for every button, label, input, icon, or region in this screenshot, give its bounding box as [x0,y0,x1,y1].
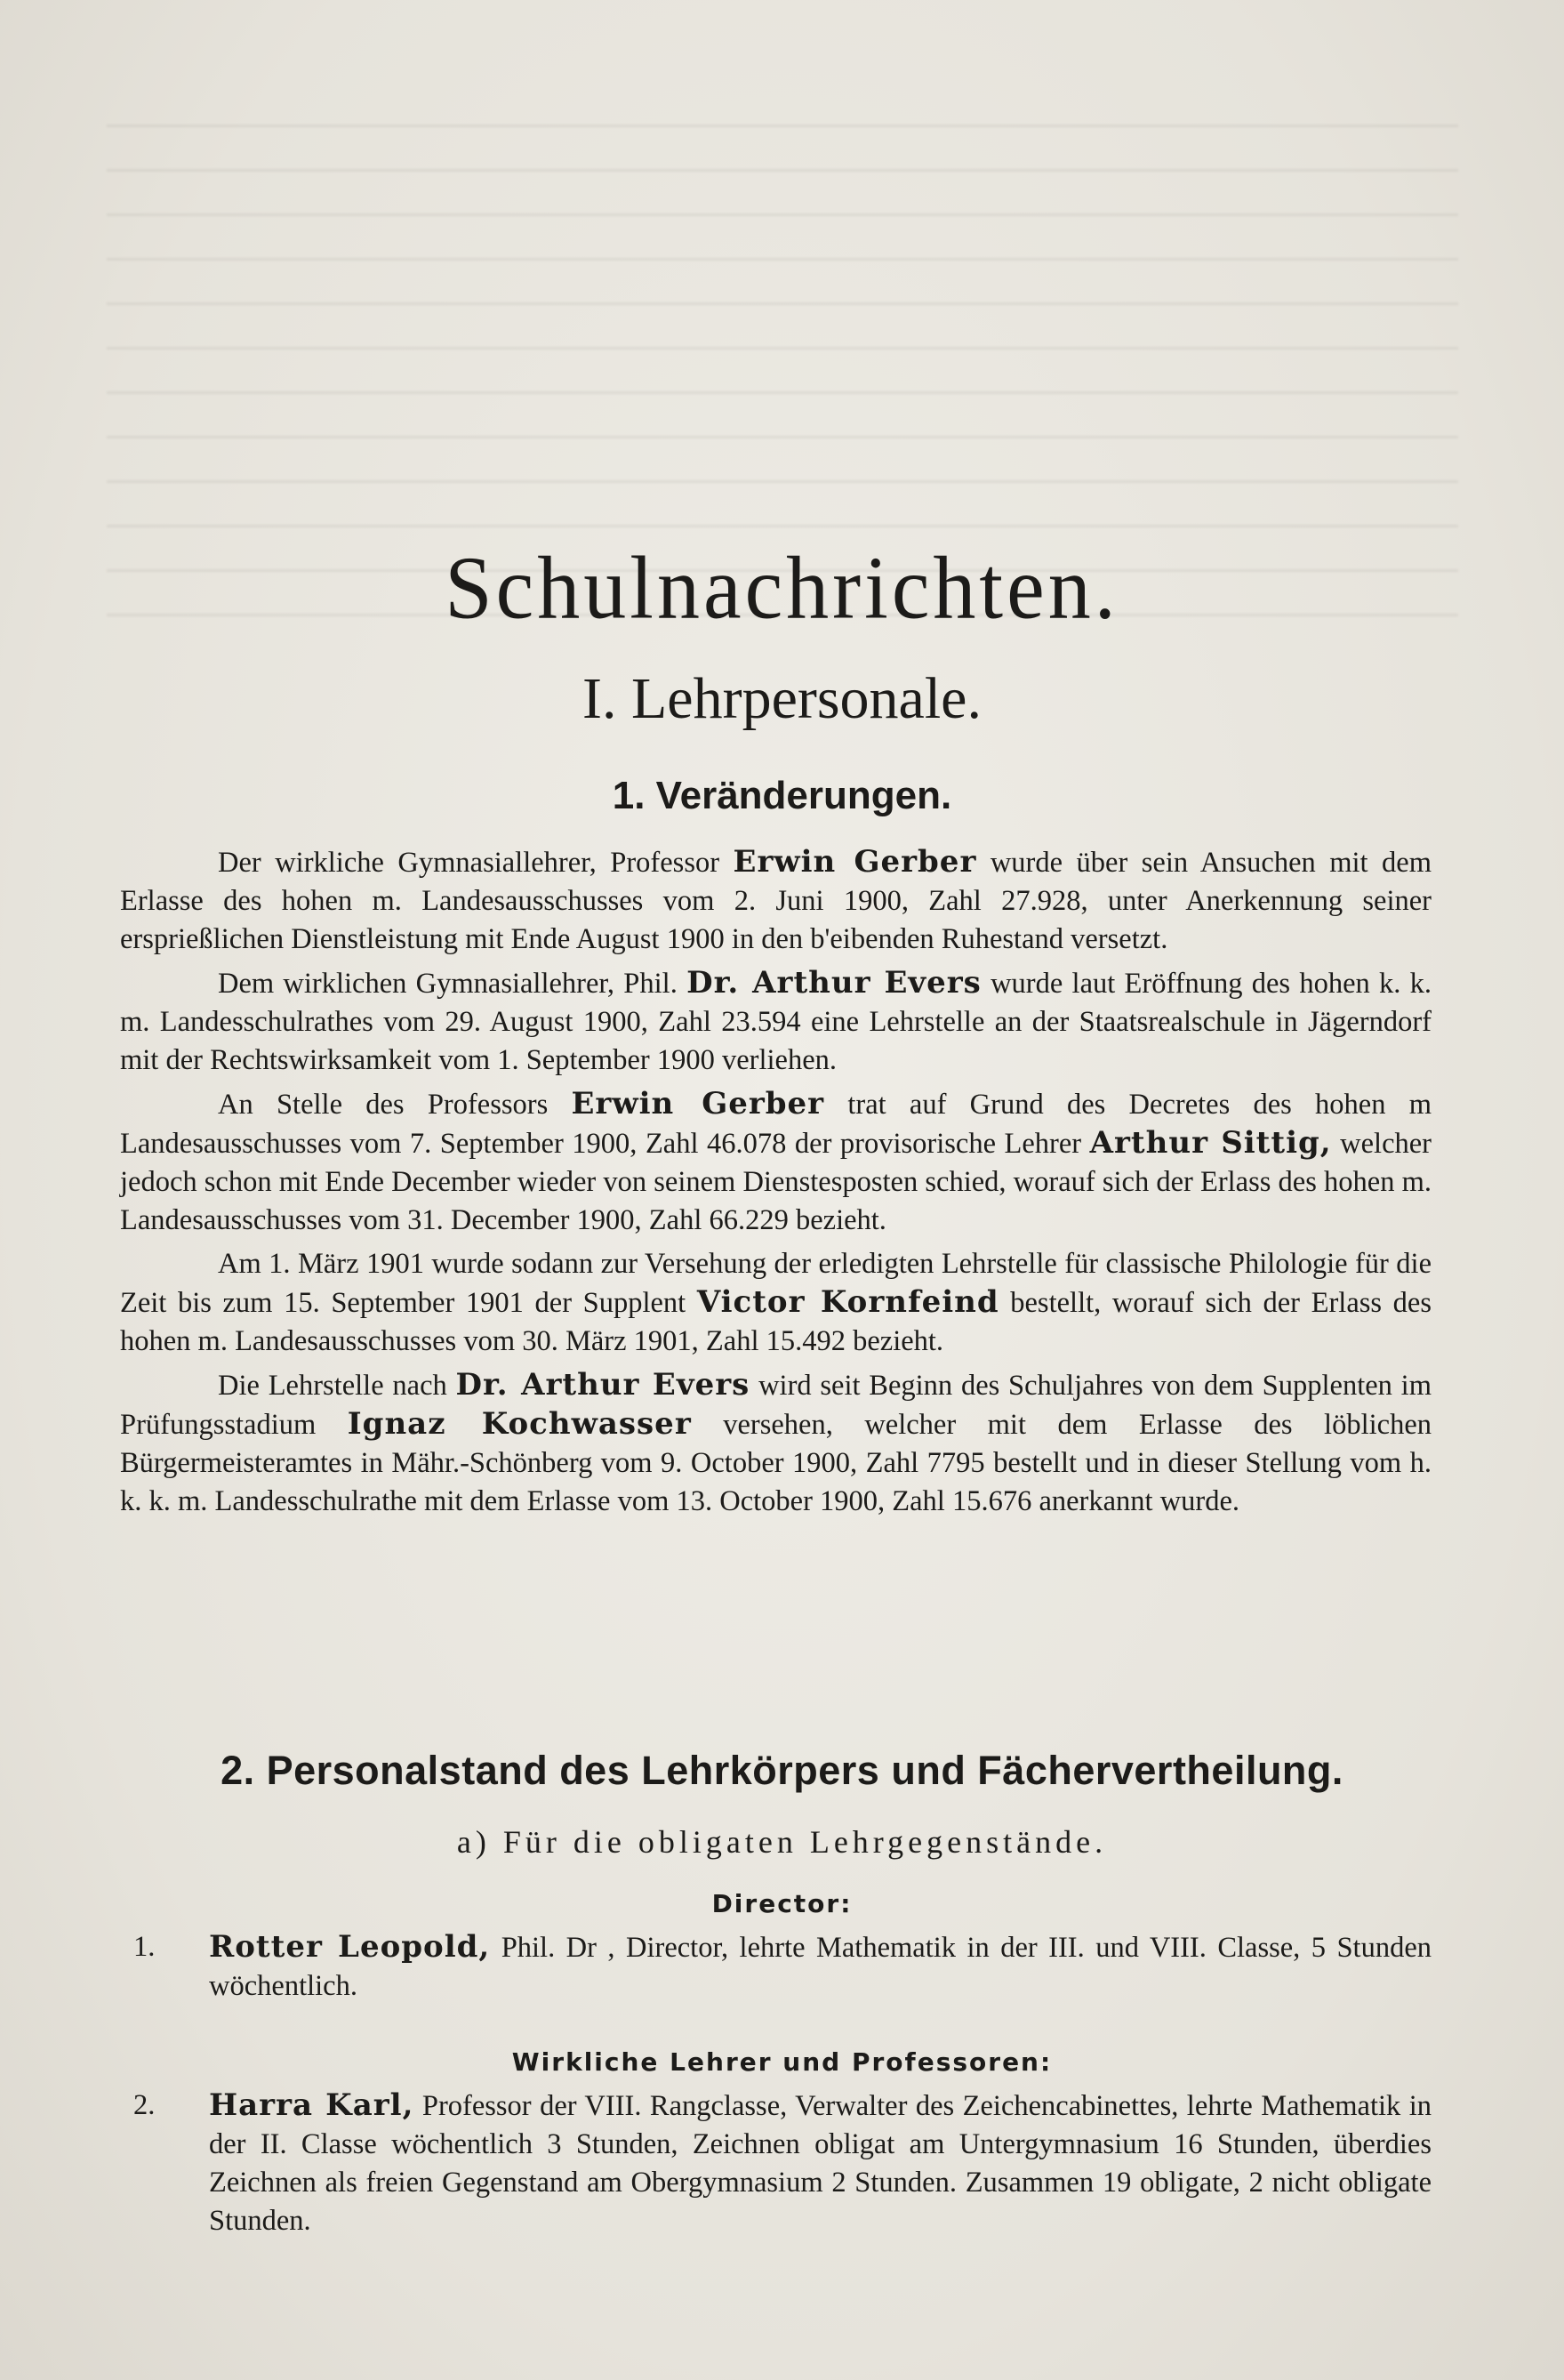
entry-number: 1. [133,1931,156,1963]
changes-text [120,843,1432,1526]
paragraph-text: wurde laut Eröffnung des hohen k. k. m. Landesschulrathes vom 29. August 1900, Zahl 23.594 eine Lehrstelle an der Staatsrealschule in Jägerndorf mit der Rechtswirksamkeit vom 1. September 1900 verliehen. [120,968,1432,1076]
paragraph [120,843,1432,959]
paragraph-text: trat auf Grund des Decretes des hohen m Landesausschusses vom 7. September 1900, Zahl 46.078 der provisorische Lehrer [120,1089,1432,1160]
paragraph-text: An Stelle des Professors [218,1089,572,1121]
staff-description: Phil. Dr , Director, lehrte Mathematik in der III. und VIII. Classe, 5 Stunden wöchentlich. [209,1932,1432,2002]
person-name: Ignaz Kochwasser [347,1406,692,1442]
subsection-title: 1. Veränderungen. [612,774,952,817]
paragraph-text: wird seit Beginn des Schuljahres von dem Supplenten im Prüfungsstadium [120,1370,1432,1441]
person-name: Erwin Gerber [733,844,977,880]
paragraph-text: welcher jedoch schon mit Ende December wieder von seinem Dienstesposten schied, worauf sich der Erlass des hohen m. Landesausschusses vom 31. December 1900, Zahl 66.229 bezieht. [120,1128,1432,1236]
paragraph [120,1085,1432,1240]
staff-description: Professor der VIII. Rangclasse, Verwalter des Zeichencabinettes, lehrte Mathematik in der II. Classe wöchentlich 3 Stunden, Zeichnen obligat am Untergymnasium 16 Stunden, überdies Zeichnen als freien Gegenstand am Obergymnasium 2 Stunden. Zusammen 19 obligate, 2 nicht obligate Stunden. [209,2090,1432,2237]
teachers-group-heading: Wirkliche Lehrer und Professoren: [511,2047,1053,2077]
entry-number: 2. [133,2089,156,2121]
entry-text [209,2087,1432,2240]
section-title: I. Lehrpersonale. [582,666,982,731]
paragraph-text: versehen, welcher mit dem Erlasse des löblichen Bürgermeisteramtes in Mähr.-Schönberg vom 9. October 1900, Zahl 7795 bestellt und in dieser Stellung vom h. k. k. m. Landesschulrathe mit dem Erlasse vom 13. October 1900, Zahl 15.676 anerkannt wurde. [120,1409,1432,1517]
staff-name: Harra Karl, [209,2087,414,2123]
paragraph [120,1366,1432,1521]
person-name: Erwin Gerber [571,1086,825,1122]
paragraph-text: Dem wirklichen Gymnasiallehrer, Phil. [218,968,687,1000]
director-group-heading: Director: [711,1889,853,1918]
paragraph [120,964,1432,1080]
staff-name: Rotter Leopold, [209,1929,491,1965]
paragraph [120,1245,1432,1361]
paragraph-text: bestellt, worauf sich der Erlass des hohen m. Landesausschusses vom 30. März 1901, Zahl 15.492 bezieht. [120,1287,1432,1357]
person-name: Dr. Arthur Evers [455,1367,750,1403]
person-name: Arthur Sittig, [1089,1125,1332,1161]
person-name: Dr. Arthur Evers [686,965,982,1001]
personnel-heading: 2. Personalstand des Lehrkörpers und Fächervertheilung. [221,1748,1343,1793]
page-title: Schulnachrichten. [445,537,1119,638]
paragraph-text: Der wirkliche Gymnasiallehrer, Professor [218,847,734,879]
staff-entry [133,1928,1432,2006]
paragraph-text: wurde über sein Ansuchen mit dem Erlasse des hohen m. Landesausschusses vom 2. Juni 1900, Zahl 27.928, unter Anerkennung seiner ersprießlichen Dienstleistung mit Ende August 1900 in den b'eibenden Ruhestand versetzt. [120,847,1432,955]
paragraph-text: Die Lehrstelle nach [218,1370,456,1402]
paragraph-text: Am 1. März 1901 wurde sodann zur Versehung der erledigten Lehrstelle für classische Philologie für die Zeit bis zum 15. September 1901 der Supplent [120,1248,1432,1319]
staff-entry [133,2087,1432,2240]
entry-text [209,1928,1432,2006]
person-name: Victor Kornfeind [696,1284,999,1320]
obligatory-subjects-subheading: a) Für die obligaten Lehrgegenstände. [456,1824,1108,1860]
